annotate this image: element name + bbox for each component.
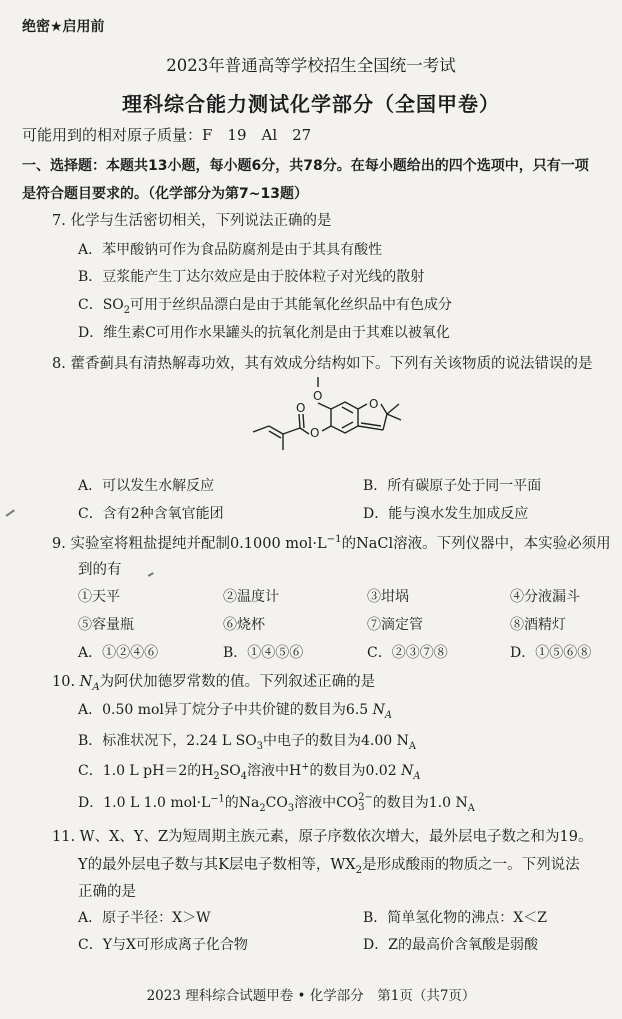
q8-option-b: B．所有碳原子处于同一平面: [363, 478, 542, 494]
q10-stem: 10. $N_A$为阿伏加德罗常数的值。下列叙述正确的是: [52, 674, 376, 693]
q9-item-4: ④分液漏斗: [510, 589, 580, 605]
q7-option-a: A．苯甲酸钠可作为食品防腐剂是由于其具有酸性: [78, 242, 383, 258]
q10-option-d: D．1.0 L 1.0 $mol\cdot L^{-1}$的$Na_2CO_3$溶液中CO 2− 3 的数目为1.0 $N_A$: [78, 792, 475, 814]
ester-oxygen: O: [310, 426, 320, 440]
confidential-mark: 绝密★启用前: [22, 19, 105, 35]
q7-option-b: B．豆浆能产生丁达尔效应是由于胶体粒子对光线的散射: [78, 269, 425, 285]
q10-option-a: A．0.50 mol异丁烷分子中共价键的数目为6.5 $N_A$: [78, 702, 392, 721]
q8-stem: 8. 藿香蓟具有清热解毒功效，其有效成分结构如下。下列有关该物质的说法错误的是: [52, 356, 593, 372]
q7-stem: 7. 化学与生活密切相关，下列说法正确的是: [52, 213, 332, 229]
q9-option-c: C．②③⑦⑧: [367, 645, 448, 661]
q9-stem-line2: 到的有: [78, 562, 122, 578]
q8-option-c: C．含有2种含氧官能团: [78, 506, 224, 522]
methoxy-oxygen: O: [313, 389, 323, 403]
q11-option-d: D．Z的最高价含氧酸是弱酸: [363, 937, 538, 953]
chemical-structure: [245, 374, 425, 464]
q8-option-d: D．能与溴水发生加成反应: [363, 506, 529, 522]
q9-item-3: ③坩埚: [367, 589, 409, 605]
q7-option-c: C．$SO_2$可用于丝织品漂白是由于其能氧化丝织品中有色成分: [78, 297, 453, 316]
page-title: 理科综合能力测试化学部分（全国甲卷）: [122, 92, 500, 116]
page-footer: 2023 理科综合试题甲卷 • 化学部分 第1页（共7页）: [146, 988, 476, 1004]
q11-option-c: C．Y与X可形成离子化合物: [78, 937, 248, 953]
q9-option-b: B．①④⑤⑥: [223, 645, 304, 661]
q9-item-8: ⑧酒精灯: [510, 617, 566, 633]
q11-option-b: B．简单氢化物的沸点：X＜Z: [363, 910, 547, 926]
carbonyl-oxygen: O: [296, 401, 306, 415]
atomic-masses: 可能用到的相对原子质量：F 19 Al 27: [22, 126, 312, 144]
q9-item-1: ①天平: [78, 589, 120, 605]
q7-option-d: D．维生素C可用作水果罐头的抗氧化剂是由于其难以被氧化: [78, 325, 450, 341]
q11-stem-line2: Y的最外层电子数与其K层电子数相等，$WX_2$是形成酸雨的物质之一。下列说法: [78, 857, 580, 876]
q9-item-7: ⑦滴定管: [367, 617, 423, 633]
q9-item-6: ⑥烧杯: [223, 617, 265, 633]
pencil-mark: [148, 572, 154, 576]
q10-option-c: C．1.0 L pH＝2的$H_2SO_4$溶液中H+的数目为0.02 $N_A$: [78, 761, 421, 782]
q8-option-a: A．可以发生水解反应: [78, 478, 215, 494]
q9-option-a: A．①②④⑥: [78, 645, 159, 661]
q11-stem-line1: 11. W、X、Y、Z为短周期主族元素，原子序数依次增大，最外层电子数之和为19。: [52, 829, 593, 845]
q9-item-5: ⑤容量瓶: [78, 617, 134, 633]
q11-stem-line3: 正确的是: [78, 884, 136, 900]
exam-title: 2023年普通高等学校招生全国统一考试: [166, 56, 456, 75]
q11-option-a: A．原子半径：X＞W: [78, 910, 211, 926]
ring-oxygen: O: [369, 397, 379, 411]
q9-item-2: ②温度计: [223, 589, 279, 605]
q10-option-b: B．标准状况下，2.24 L $SO_3$中电子的数目为4.00 $N_A$: [78, 733, 416, 752]
section-instructions: 一、选择题：本题共13小题，每小题6分，共78分。在每小题给出的四个选项中，只有一项是符合题目要求的。（化学部分为第7~13题）: [22, 158, 589, 202]
pencil-mark: [6, 509, 15, 516]
q9-stem: 9. 实验室将粗盐提纯并配制0.1000 $mol\cdot L^{-1}$的NaCl溶液。下列仪器中，本实验必须用: [52, 534, 611, 552]
q9-option-d: D．①⑤⑥⑧: [510, 645, 592, 661]
